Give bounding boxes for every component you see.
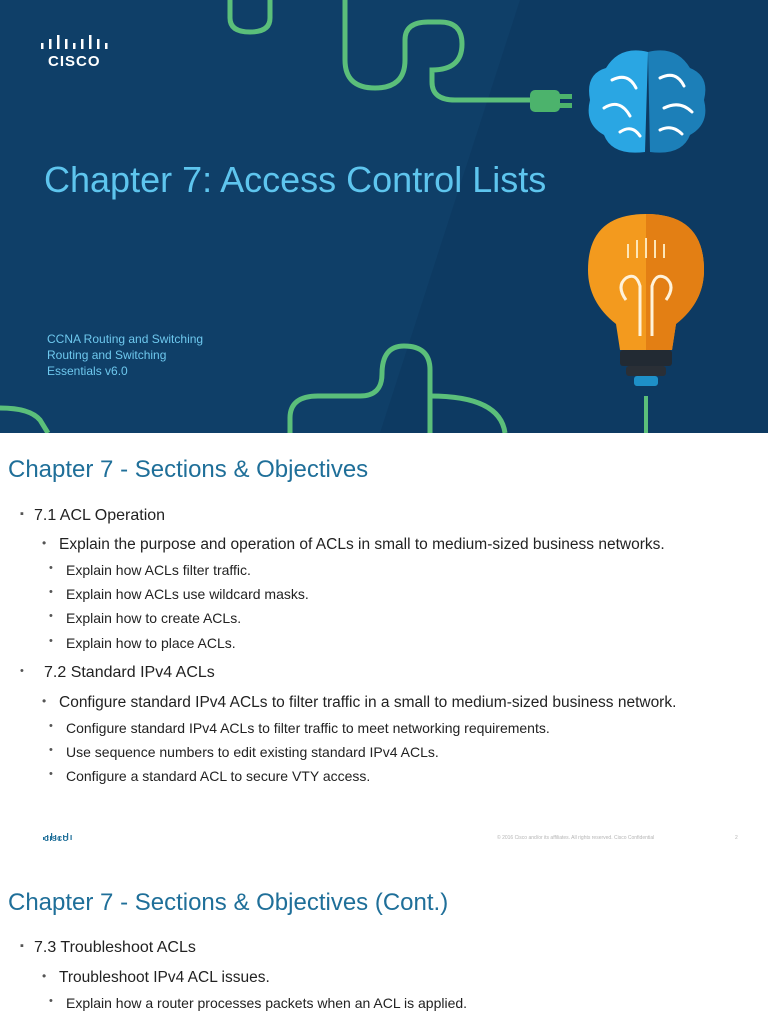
bullet-dot-icon: • [42, 536, 47, 550]
objectives-slide [0, 433, 768, 865]
bullet-dot-icon: • [49, 610, 53, 622]
bullet-dot-icon: • [42, 694, 47, 708]
slide-heading: Chapter 7 - Sections & Objectives (Cont.) [8, 889, 449, 916]
topic-item: • Explain how a router processes packets when an ACL is applied. [49, 995, 468, 1011]
subtitle-line: Routing and Switching [47, 348, 167, 362]
objective-item: • Troubleshoot IPv4 ACL issues. [42, 969, 270, 986]
objective-item: • Explain the purpose and operation of ACLs in small to medium-sized business networks. [42, 536, 665, 553]
section-item: • 7.2 Standard IPv4 ACLs [20, 664, 215, 681]
chapter-title: Chapter 7: Access Control Lists [44, 159, 547, 200]
subtitle-line: CCNA Routing and Switching [47, 332, 204, 346]
topic-item: • Configure standard IPv4 ACLs to filter traffic to meet networking requirements. [49, 720, 550, 736]
section-item: ▪ 7.3 Troubleshoot ACLs [20, 939, 196, 956]
objectives-cont-slide [0, 865, 768, 1024]
title-slide [0, 0, 768, 433]
bullet-dot-icon: • [49, 995, 53, 1007]
cisco-logo-icon [40, 34, 110, 52]
bullet-dot-icon: • [49, 586, 53, 598]
bullet-dot-icon: • [42, 969, 47, 983]
bullet-dot-icon: • [49, 720, 53, 732]
topic-item: • Use sequence numbers to edit existing standard IPv4 ACLs. [49, 744, 439, 760]
section-item: ▪ 7.1 ACL Operation [20, 507, 166, 524]
bullet-square-icon: ▪ [20, 508, 24, 520]
bullet-dot-icon: • [49, 635, 53, 647]
footer-logo-word: CISCO [44, 836, 69, 843]
slide-heading: Chapter 7 - Sections & Objectives [8, 456, 369, 483]
footer-copyright: © 2016 Cisco and/or its affiliates. All rights reserved. Cisco Confidential [497, 835, 655, 841]
bullet-dot-icon: • [20, 665, 24, 677]
topic-item: • Explain how to create ACLs. [49, 610, 242, 626]
bullet-square-icon: ▪ [20, 940, 24, 952]
footer-cisco-logo [42, 828, 72, 846]
footer-page-number: 2 [735, 835, 738, 841]
cisco-logo [40, 34, 110, 70]
topic-item: • Explain how ACLs use wildcard masks. [49, 586, 309, 602]
bullet-dot-icon: • [49, 768, 53, 780]
topic-item: • Explain how to place ACLs. [49, 635, 236, 651]
cisco-logo-word: CISCO [48, 53, 101, 70]
objective-item: • Configure standard IPv4 ACLs to filter traffic in a small to medium-sized business network. [42, 694, 677, 711]
topic-item: • Configure a standard ACL to secure VTY access. [49, 768, 371, 784]
subtitle-line: Essentials v6.0 [47, 364, 128, 378]
bullet-dot-icon: • [49, 744, 53, 756]
bullet-dot-icon: • [49, 562, 53, 574]
course-subtitle [47, 331, 203, 379]
topic-item: • Explain how ACLs filter traffic. [49, 562, 251, 578]
